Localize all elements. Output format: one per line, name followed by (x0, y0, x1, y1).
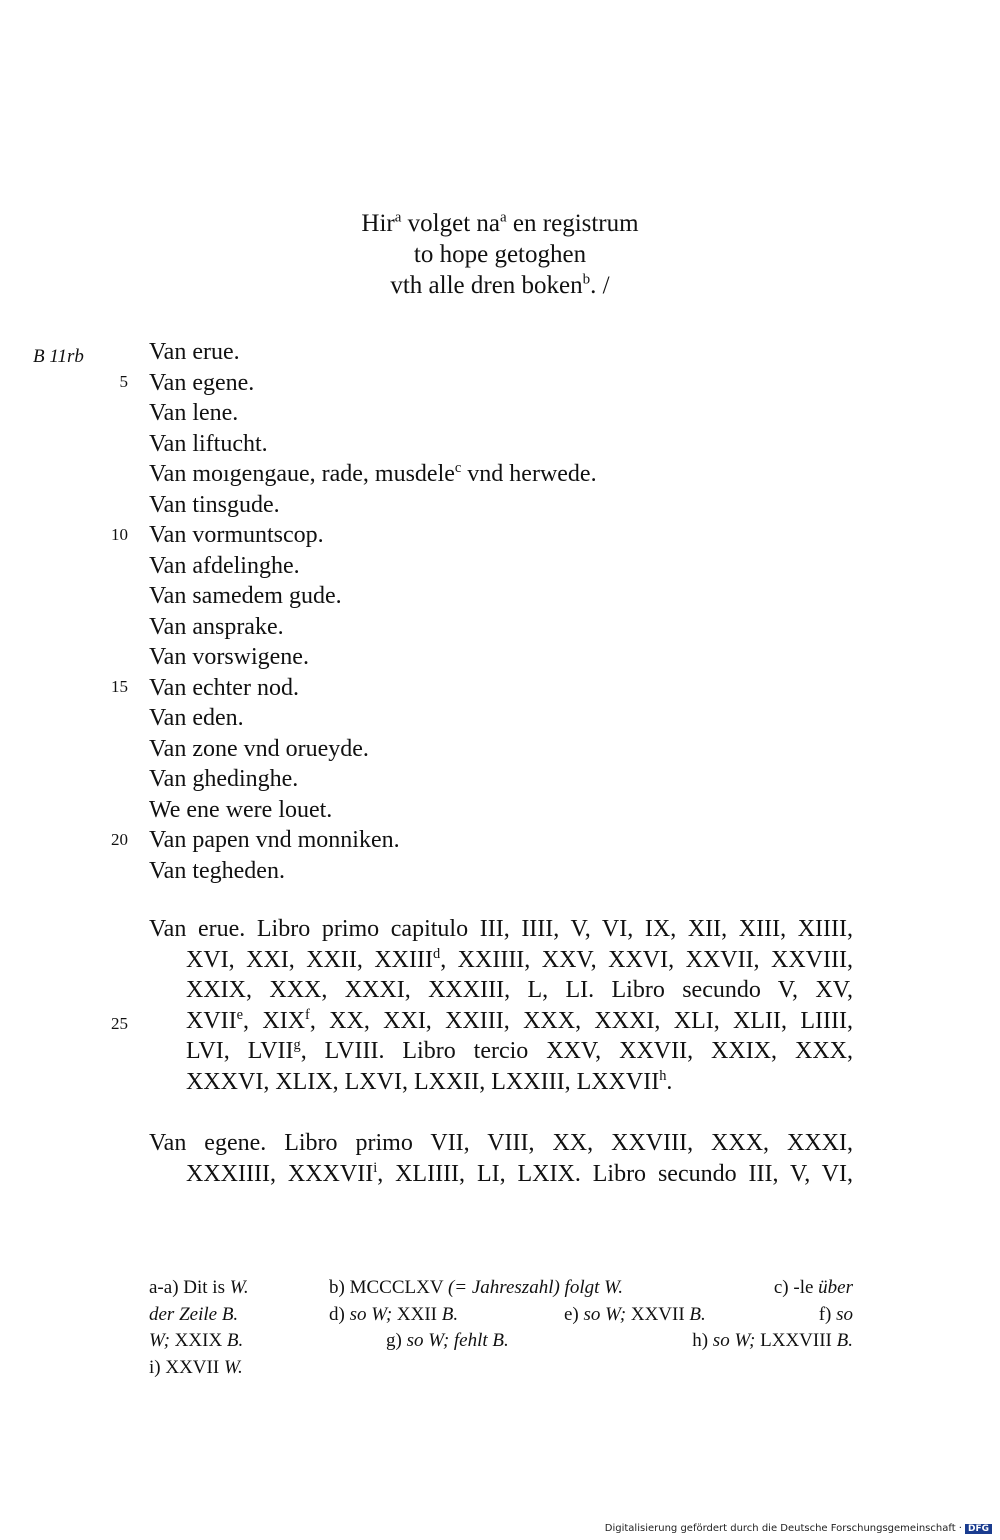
toc-item: Van lene. (149, 400, 239, 426)
footnote-d: d) so W; XXII B. (329, 1303, 459, 1325)
toc-item: We ene were louet. (149, 796, 333, 823)
entry-van-egene (149, 1128, 853, 1189)
para-line: XVIIe, XIX$^f$, XX, XXI, XXIII, XXX, XXXI, XLI, XLII, LIIII, (186, 1006, 853, 1034)
footnote-g: g) so W; fehlt B. (386, 1330, 509, 1351)
para-line: XXIX, XXX, XXXI, XXXIII, L, LI. Libro secundo V, XV, (186, 977, 853, 1003)
entry-van-erue (149, 914, 853, 1097)
footnote-row (149, 1355, 853, 1382)
para-line: XVI, XXI, XXII, XXIII$^d$, XXIIII, XXV, XXVI, XXVII, XXVIII, (186, 945, 853, 973)
dfg-logo: DFG (965, 1524, 992, 1534)
line-number: 10 (111, 525, 128, 544)
heading-line-3: vth alle dren boken$^b$. / (390, 271, 610, 299)
toc-item: Van samedem gude. (149, 583, 342, 609)
para-line: Van erue. Libro primo capitulo III, IIII, V, VI, IX, XII, XIII, XIIII, (149, 916, 853, 942)
footnote-e: e) so W; XXVII B. (564, 1303, 706, 1325)
toc-item: Van erue. (149, 339, 240, 365)
footnote-f-cont: W; XXIX B. (149, 1330, 244, 1351)
heading-line-1: Hir$^a$ volget $na^a$ en registrum (361, 209, 639, 237)
toc-item: Van eden. (149, 705, 244, 731)
toc-item: Van vormuntscop. (149, 522, 324, 548)
para-line: LVI, LVII$^g$, LVIII. Libro tercio XXV, XXVII, XXIX, XXX, (186, 1037, 853, 1064)
digitization-credit: Digitalisierung gefördert durch die Deutsche Forschungsgemeinschaft · DFG (605, 1523, 992, 1534)
toc-item: Van ghedinghe. (149, 766, 299, 792)
toc-item: Van afdelinghe. (149, 552, 300, 579)
register-heading (200, 208, 800, 301)
toc-item: Van echter nod. (149, 674, 299, 701)
line-number: 5 (119, 372, 128, 391)
footnote-h: h) so W; LXXVIII B. (692, 1330, 853, 1351)
footnote-row (149, 1302, 853, 1329)
toc-item: Van vorswigene. (149, 644, 309, 670)
footnote-row (149, 1275, 853, 1302)
para-line: XXXVI, XLIX, LXVI, LXXII, LXXIII, LXXVII$^h$. (186, 1067, 673, 1095)
toc-item: Van tegheden. (149, 857, 285, 884)
line-number: 25 (111, 1014, 128, 1033)
margin-reference: B 11rb (33, 346, 84, 367)
toc-item: Van moıgengaue, rade, musdele$^c$ vnd herwede. (149, 460, 597, 487)
footnote-c-cont: der Zeile B. (149, 1303, 239, 1325)
footnote-a: a-a) Dit is W. (149, 1277, 249, 1298)
toc-item: Van ansprake. (149, 613, 284, 640)
footnotes (149, 1275, 853, 1381)
para-line: Van egene. Libro primo VII, VIII, XX, XXVIII, XXX, XXXI, (149, 1130, 853, 1156)
footnote-f: f) so (818, 1303, 853, 1325)
footnote-c: c) -le über (773, 1277, 853, 1298)
toc-item: Van liftucht. (149, 430, 268, 457)
footnote-i: i) XXVII W. (149, 1356, 243, 1378)
footnote-row (149, 1328, 853, 1355)
line-number: 20 (111, 830, 128, 849)
footnote-b: b) MCCCLXV (= Jahreszahl) folgt W. (329, 1277, 623, 1298)
toc-item: Van egene. (149, 369, 255, 396)
toc-item: Van zone vnd orueyde. (149, 735, 369, 762)
heading-line-2: to hope getoghen (413, 241, 587, 268)
line-number: 15 (111, 677, 128, 696)
table-of-contents (149, 337, 597, 886)
para-line: XXXIIII, XXXVII$^i$, XLIIII, LI, LXIX. Libro secundo III, V, VI, (186, 1159, 853, 1187)
toc-item: Van papen vnd monniken. (149, 827, 400, 853)
toc-item: Van tinsgude. (149, 491, 280, 518)
